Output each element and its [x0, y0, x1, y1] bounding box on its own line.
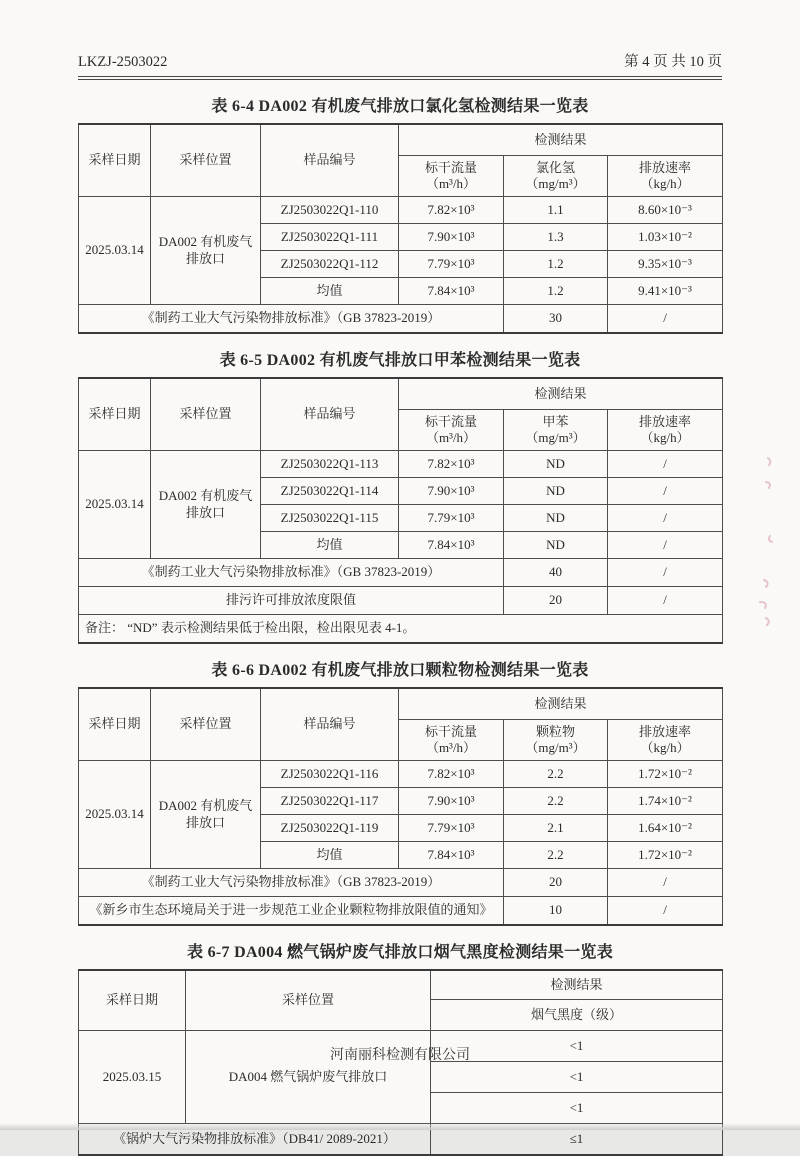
- remark-row: [79, 615, 723, 644]
- cell-conc: 2.2: [504, 761, 608, 788]
- col-header-sample: 样品编号: [261, 378, 399, 451]
- cell-rate: 9.41×10⁻³: [608, 278, 723, 305]
- cell-date: 2025.03.14: [79, 761, 151, 869]
- cell-flow: 7.82×10³: [399, 197, 504, 224]
- cell-location: DA004 燃气锅炉废气排放口: [186, 1031, 431, 1124]
- table-6-5-title: 表 6-5 DA002 有机废气排放口甲苯检测结果一览表: [219, 352, 581, 369]
- table-row: [79, 451, 723, 478]
- table-row: [79, 970, 723, 1000]
- col-header-flow: 标干流量 （m³/h）: [399, 720, 504, 761]
- col-header-location: 采样位置: [151, 378, 261, 451]
- standard-label: 《锅炉大气污染物排放标准》（DB41/ 2089-2021）: [79, 1124, 431, 1156]
- cell-conc: 2.2: [504, 788, 608, 815]
- col-header-location: 采样位置: [151, 688, 261, 761]
- cell-rate: /: [608, 451, 723, 478]
- cell-rate: 1.72×10⁻²: [608, 761, 723, 788]
- company-footer: 河南丽科检测有限公司: [330, 1048, 470, 1063]
- table-row: [79, 378, 723, 410]
- standard-limit: 20: [504, 869, 608, 897]
- col-header-date: 采样日期: [79, 970, 186, 1031]
- cell-sample: ZJ2503022Q1-115: [261, 505, 399, 532]
- table-6-6: [78, 687, 723, 926]
- standard-row: [79, 897, 723, 926]
- cell-sample: ZJ2503022Q1-114: [261, 478, 399, 505]
- cell-rate: 1.64×10⁻²: [608, 815, 723, 842]
- cell-sample: 均值: [261, 842, 399, 869]
- cell-conc: ND: [504, 451, 608, 478]
- standard-row: [79, 559, 723, 587]
- page-number: 第 4 页 共 10 页: [624, 54, 722, 70]
- standard-row: [79, 587, 723, 615]
- col-header-location: 采样位置: [151, 124, 261, 197]
- cell-sample: ZJ2503022Q1-116: [261, 761, 399, 788]
- standard-rate: /: [608, 559, 723, 587]
- cell-rate: /: [608, 532, 723, 559]
- scan-bottom-shadow: [0, 1123, 800, 1130]
- cell-rate: 1.72×10⁻²: [608, 842, 723, 869]
- cell-location: DA002 有机废气排放口: [151, 451, 261, 559]
- cell-blackness: <1: [431, 1031, 723, 1062]
- cell-rate: /: [608, 478, 723, 505]
- col-header-sample: 样品编号: [261, 124, 399, 197]
- cell-rate: /: [608, 505, 723, 532]
- cell-rate: 9.35×10⁻³: [608, 251, 723, 278]
- standard-label: 《制药工业大气污染物排放标准》（GB 37823-2019）: [79, 559, 504, 587]
- table-6-7-title: 表 6-7 DA004 燃气锅炉废气排放口烟气黑度检测结果一览表: [186, 944, 614, 961]
- standard-label: 《新乡市生态环境局关于进一步规范工业企业颗粒物排放限值的通知》: [79, 897, 504, 926]
- standard-rate: /: [608, 587, 723, 615]
- cell-flow: 7.82×10³: [399, 761, 504, 788]
- col-header-blackness: 烟气黑度（级）: [431, 1000, 723, 1031]
- cell-sample: ZJ2503022Q1-111: [261, 224, 399, 251]
- col-header-rate: 排放速率 （kg/h）: [608, 410, 723, 451]
- standard-label: 《制药工业大气污染物排放标准》（GB 37823-2019）: [79, 869, 504, 897]
- standard-limit: ≤1: [431, 1124, 723, 1156]
- col-header-rate: 排放速率 （kg/h）: [608, 156, 723, 197]
- table-6-6-title: 表 6-6 DA002 有机废气排放口颗粒物检测结果一览表: [211, 662, 589, 679]
- table-row: [79, 761, 723, 788]
- col-header-pollutant: 甲苯 （mg/m³）: [504, 410, 608, 451]
- cell-rate: 1.74×10⁻²: [608, 788, 723, 815]
- col-header-sample: 样品编号: [261, 688, 399, 761]
- cell-flow: 7.90×10³: [399, 788, 504, 815]
- cell-location: DA002 有机废气排放口: [151, 761, 261, 869]
- cell-conc: 1.2: [504, 251, 608, 278]
- cell-sample: ZJ2503022Q1-117: [261, 788, 399, 815]
- standard-limit: 10: [504, 897, 608, 926]
- standard-limit: 30: [504, 305, 608, 334]
- col-header-location: 采样位置: [186, 970, 431, 1031]
- table-6-5: [78, 377, 723, 644]
- cell-date: 2025.03.14: [79, 197, 151, 305]
- cell-flow: 7.90×10³: [399, 224, 504, 251]
- col-header-flow: 标干流量 （m³/h）: [399, 156, 504, 197]
- cell-location: DA002 有机废气排放口: [151, 197, 261, 305]
- col-header-pollutant: 颗粒物 （mg/m³）: [504, 720, 608, 761]
- remark-text: 备注： “ND” 表示检测结果低于检出限，检出限见表 4-1。: [79, 615, 723, 644]
- table-row: [79, 124, 723, 156]
- cell-conc: 2.2: [504, 842, 608, 869]
- cell-rate: 1.03×10⁻²: [608, 224, 723, 251]
- red-edge-marks: [754, 440, 776, 650]
- standard-limit: 20: [504, 587, 608, 615]
- cell-sample: 均值: [261, 278, 399, 305]
- cell-sample: ZJ2503022Q1-113: [261, 451, 399, 478]
- cell-conc: 1.2: [504, 278, 608, 305]
- cell-sample: ZJ2503022Q1-112: [261, 251, 399, 278]
- cell-conc: ND: [504, 505, 608, 532]
- table-row: [79, 688, 723, 720]
- cell-rate: 8.60×10⁻³: [608, 197, 723, 224]
- cell-conc: ND: [504, 532, 608, 559]
- cell-conc: 1.3: [504, 224, 608, 251]
- col-header-rate: 排放速率 （kg/h）: [608, 720, 723, 761]
- table-6-4: [78, 123, 723, 334]
- cell-conc: 1.1: [504, 197, 608, 224]
- cell-flow: 7.79×10³: [399, 505, 504, 532]
- standard-rate: /: [608, 897, 723, 926]
- cell-flow: 7.82×10³: [399, 451, 504, 478]
- table-6-4-title: 表 6-4 DA002 有机废气排放口氯化氢检测结果一览表: [211, 98, 589, 115]
- col-header-pollutant: 氯化氢 （mg/m³）: [504, 156, 608, 197]
- col-header-result: 检测结果: [399, 124, 723, 156]
- cell-sample: ZJ2503022Q1-119: [261, 815, 399, 842]
- col-header-result: 检测结果: [399, 378, 723, 410]
- col-header-result: 检测结果: [431, 970, 723, 1000]
- standard-rate: /: [608, 869, 723, 897]
- cell-sample: ZJ2503022Q1-110: [261, 197, 399, 224]
- cell-flow: 7.84×10³: [399, 278, 504, 305]
- cell-date: 2025.03.14: [79, 451, 151, 559]
- col-header-flow: 标干流量 （m³/h）: [399, 410, 504, 451]
- standard-row: [79, 869, 723, 897]
- cell-flow: 7.90×10³: [399, 478, 504, 505]
- doc-number: LKZJ-2503022: [78, 54, 168, 70]
- col-header-result: 检测结果: [399, 688, 723, 720]
- cell-date: 2025.03.15: [79, 1031, 186, 1124]
- cell-flow: 7.79×10³: [399, 251, 504, 278]
- standard-label: 《制药工业大气污染物排放标准》（GB 37823-2019）: [79, 305, 504, 334]
- cell-conc: ND: [504, 478, 608, 505]
- standard-limit: 40: [504, 559, 608, 587]
- cell-flow: 7.84×10³: [399, 842, 504, 869]
- cell-sample: 均值: [261, 532, 399, 559]
- col-header-date: 采样日期: [79, 124, 151, 197]
- cell-blackness: <1: [431, 1093, 723, 1124]
- table-row: [79, 197, 723, 224]
- col-header-date: 采样日期: [79, 688, 151, 761]
- cell-conc: 2.1: [504, 815, 608, 842]
- col-header-date: 采样日期: [79, 378, 151, 451]
- page-header: [78, 50, 722, 80]
- cell-blackness: <1: [431, 1062, 723, 1093]
- standard-row: [79, 305, 723, 334]
- standard-label: 排污许可排放浓度限值: [79, 587, 504, 615]
- standard-rate: /: [608, 305, 723, 334]
- cell-flow: 7.84×10³: [399, 532, 504, 559]
- cell-flow: 7.79×10³: [399, 815, 504, 842]
